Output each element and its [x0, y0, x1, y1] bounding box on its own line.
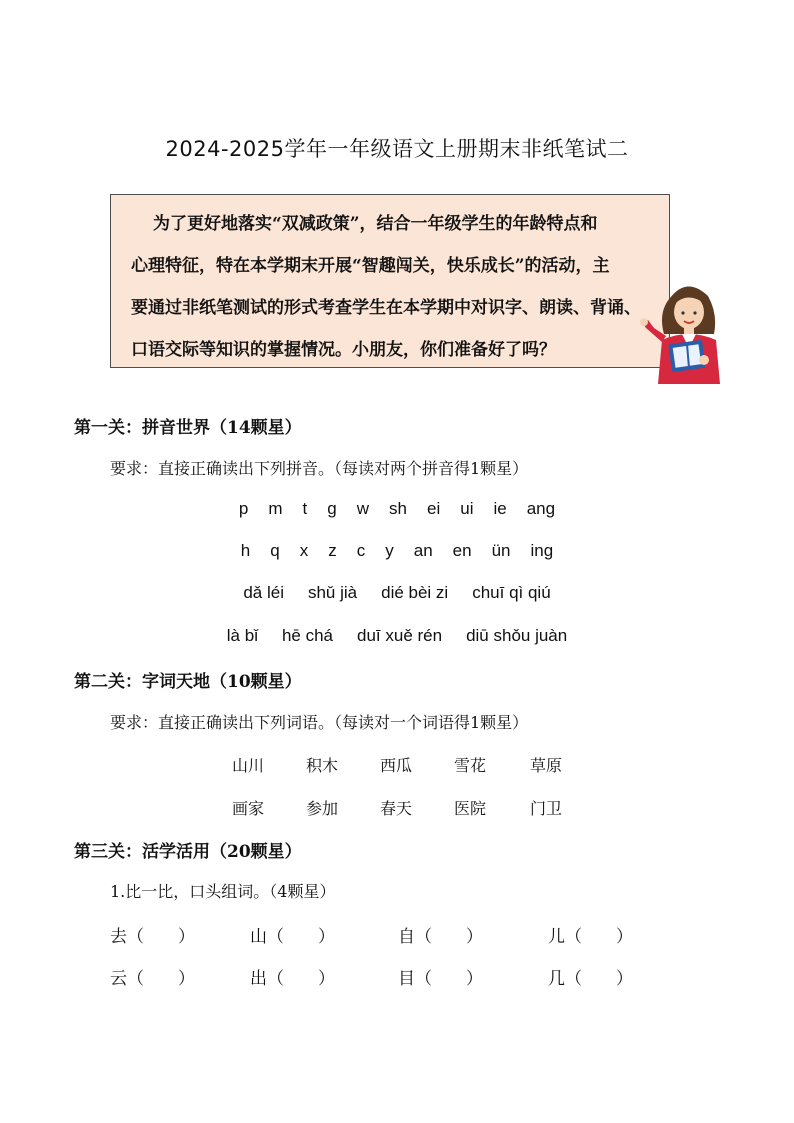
intro-line: 口语交际等知识的掌握情况。小朋友，你们准备好了吗？: [131, 340, 556, 360]
question-text: 1.比一比，口头组词。（4颗星）: [110, 882, 336, 901]
pinyin-word: dǎ léi: [243, 583, 284, 602]
intro-line: 心理特征，特在本学期末开展“智趣闯关，快乐成长”的活动，主: [131, 256, 610, 276]
pinyin-item: x: [299, 541, 309, 560]
intro-box: [110, 194, 670, 368]
word-item: 参加: [306, 799, 339, 818]
pinyin-item: w: [356, 499, 370, 518]
pinyin-row: [0, 541, 794, 561]
pinyin-row: [0, 626, 794, 646]
word-item: 春天: [380, 799, 413, 818]
word-blank: 山（ ）: [250, 927, 335, 947]
pinyin-item: ie: [493, 499, 507, 518]
word-item: 积木: [306, 756, 339, 775]
pinyin-item: an: [413, 541, 433, 560]
pinyin-item: q: [270, 541, 280, 560]
pinyin-word: duī xuě rén: [357, 626, 443, 645]
requirement-text: 要求：直接正确读出下列词语。（每读对一个词语得1颗星）: [110, 713, 529, 732]
word-blank: 儿（ ）: [548, 927, 633, 947]
word-blank: 去（ ）: [110, 927, 195, 947]
word-blank: 自（ ）: [398, 927, 483, 947]
pinyin-item: z: [328, 541, 337, 560]
pinyin-item: sh: [389, 499, 407, 518]
word-item: 雪花: [454, 756, 487, 775]
pinyin-item: ün: [491, 541, 511, 560]
pinyin-item: ui: [460, 499, 474, 518]
page-title: 2024-2025学年一年级语文上册期末非纸笔试二: [165, 137, 629, 161]
pinyin-item: ei: [427, 499, 441, 518]
teacher-illustration: [640, 278, 734, 384]
intro-line: 为了更好地落实“双减政策”，结合一年级学生的年龄特点和: [153, 214, 598, 234]
word-blank: 云（ ）: [110, 969, 195, 989]
word-item: 草原: [530, 756, 563, 775]
requirement-text: 要求：直接正确读出下列拼音。（每读对两个拼音得1颗星）: [110, 459, 529, 478]
pinyin-item: h: [240, 541, 251, 560]
word-item: 门卫: [530, 799, 563, 818]
intro-line: 要通过非纸笔测试的形式考查学生在本学期中对识字、朗读、背诵、: [131, 298, 641, 318]
section-heading: 第二关：字词天地（10颗星）: [74, 672, 302, 692]
pinyin-item: m: [268, 499, 283, 518]
word-item: 画家: [232, 799, 265, 818]
word-blank: 出（ ）: [250, 969, 335, 989]
word-blank: 目（ ）: [398, 969, 483, 989]
word-item: 山川: [232, 756, 265, 775]
pinyin-word: shǔ jià: [307, 583, 358, 602]
section-heading: 第三关：活学活用（20颗星）: [74, 842, 302, 862]
pinyin-item: p: [238, 499, 249, 518]
word-blank: 几（ ）: [548, 969, 633, 989]
word-item: 医院: [454, 799, 487, 818]
word-item: 西瓜: [380, 756, 413, 775]
section-heading: 第一关：拼音世界（14颗星）: [74, 418, 302, 438]
pinyin-word: diū shǒu juàn: [466, 626, 568, 645]
pinyin-item: en: [452, 541, 472, 560]
pinyin-word: hē chá: [281, 626, 334, 645]
pinyin-item: ing: [530, 541, 554, 560]
pinyin-item: t: [302, 499, 308, 518]
pinyin-item: y: [385, 541, 394, 560]
pinyin-word: chuī qì qiú: [472, 583, 551, 602]
pinyin-row: [0, 583, 794, 603]
pinyin-item: c: [356, 541, 366, 560]
pinyin-item: g: [327, 499, 337, 518]
pinyin-item: ang: [526, 499, 556, 518]
pinyin-word: dié bèi zi: [381, 583, 449, 602]
pinyin-word: là bǐ: [226, 626, 258, 645]
pinyin-row: [0, 499, 794, 519]
